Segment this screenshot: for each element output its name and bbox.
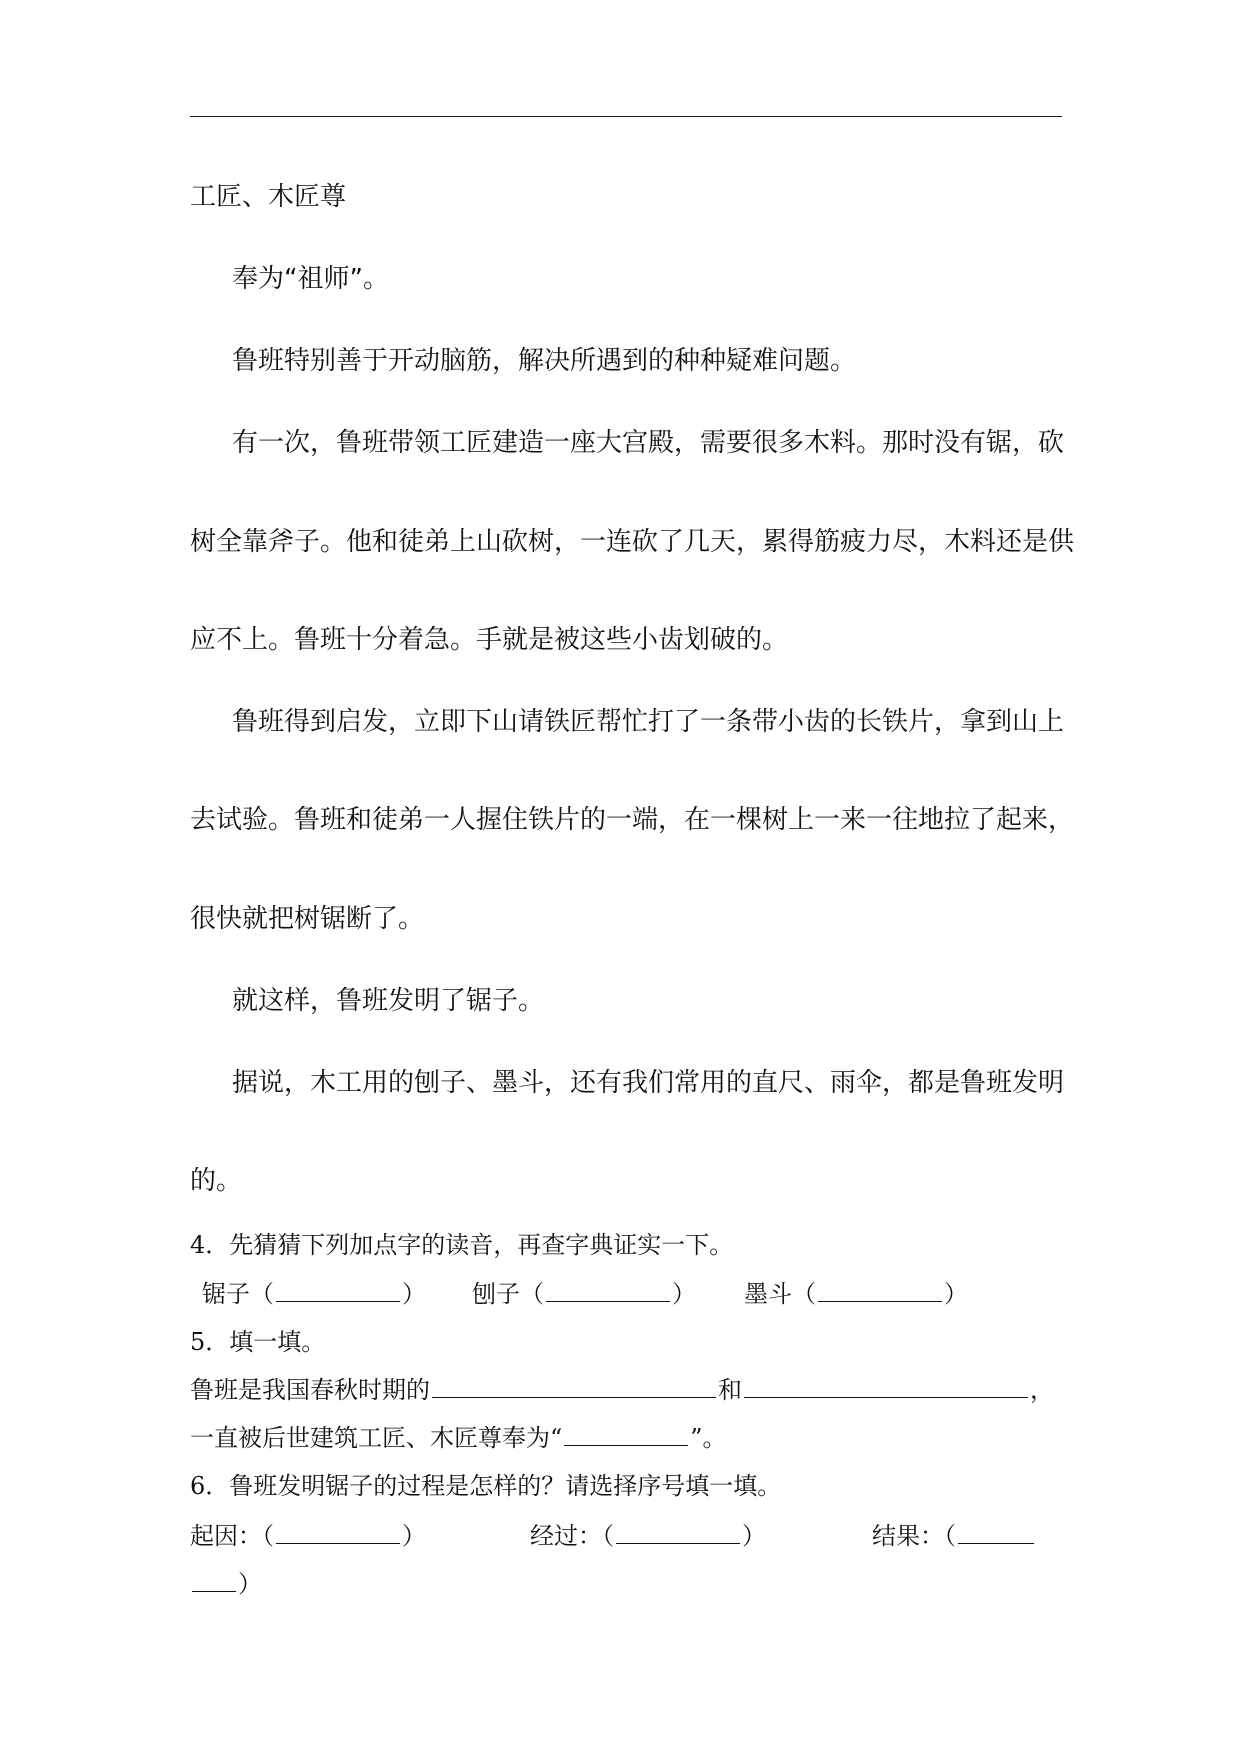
q4-word-2: 刨子 <box>472 1280 520 1308</box>
q6-close-3: ） <box>238 1570 262 1598</box>
q6-item-3 <box>872 1520 1036 1552</box>
passage-line-9: 很快就把树锯断了。 <box>190 904 425 934</box>
q6-label-3: 结果： <box>872 1522 944 1550</box>
q4-blank-1[interactable] <box>276 1279 400 1302</box>
passage-line-11: 据说，木工用的刨子、墨斗，还有我们常用的直尺、雨伞，都是鲁班发明 <box>232 1068 1065 1098</box>
q5-blank-1[interactable] <box>432 1375 716 1398</box>
q6-item-2 <box>530 1520 766 1552</box>
q4-item-2 <box>472 1278 696 1310</box>
q4-close-2: ） <box>672 1280 696 1308</box>
q6-blank-2[interactable] <box>616 1521 740 1544</box>
q6-blank-3-cont[interactable] <box>192 1569 236 1592</box>
question-6-title: 6．鲁班发明锯子的过程是怎样的？请选择序号填一填。 <box>190 1472 782 1500</box>
q4-blank-2[interactable] <box>546 1279 670 1302</box>
q4-close-3: ） <box>944 1280 968 1308</box>
question-5-title: 5．填一填。 <box>190 1328 326 1356</box>
header-rule <box>190 116 1062 117</box>
q5-blank-3[interactable] <box>564 1423 688 1446</box>
q4-open-2: （ <box>520 1280 544 1308</box>
passage-line-2: 奉为“祖师”。 <box>232 264 389 294</box>
passage-line-3: 鲁班特别善于开动脑筋，解决所遇到的种种疑难问题。 <box>232 346 857 376</box>
passage-line-8: 去试验。鲁班和徒弟一人握住铁片的一端，在一棵树上一来一往地拉了起来， <box>190 805 1075 835</box>
q6-close-2: ） <box>742 1522 766 1550</box>
q5-blank-2[interactable] <box>744 1375 1028 1398</box>
q6-close-1: ） <box>402 1522 426 1550</box>
passage-line-5: 树全靠斧子。他和徒弟上山砍树，一连砍了几天，累得筋疲力尽，木料还是供 <box>190 527 1075 557</box>
q4-open-3: （ <box>792 1280 816 1308</box>
question-4-title: 4．先猜猜下列加点字的读音，再查字典证实一下。 <box>190 1231 734 1259</box>
q6-item-3-wrap <box>190 1568 262 1600</box>
q4-item-1 <box>202 1278 426 1310</box>
passage-line-4: 有一次，鲁班带领工匠建造一座大宫殿，需要很多木料。那时没有锯，砍 <box>232 428 1065 458</box>
q6-open-3: （ <box>944 1522 956 1550</box>
passage-line-6: 应不上。鲁班十分着急。手就是被这些小齿划破的。 <box>190 625 789 655</box>
passage-line-1: 工匠、木匠尊 <box>190 182 347 212</box>
q5-line2-end: ”。 <box>690 1424 727 1452</box>
q4-open-1: （ <box>250 1280 274 1308</box>
passage-line-7: 鲁班得到启发，立即下山请铁匠帮忙打了一条带小齿的长铁片，拿到山上 <box>232 707 1065 737</box>
q4-word-1: 锯子 <box>202 1280 250 1308</box>
q6-item-1 <box>190 1520 426 1552</box>
q5-line-1 <box>190 1374 1054 1406</box>
q4-blank-3[interactable] <box>818 1279 942 1302</box>
q5-line1-and: 和 <box>718 1376 742 1404</box>
q4-word-3: 墨斗 <box>744 1280 792 1308</box>
passage-line-10: 就这样，鲁班发明了锯子。 <box>232 986 545 1016</box>
q6-open-2: （ <box>602 1522 614 1550</box>
q6-blank-3[interactable] <box>958 1521 1034 1544</box>
passage-line-12: 的。 <box>190 1166 243 1196</box>
q6-open-1: （ <box>262 1522 274 1550</box>
q6-blank-1[interactable] <box>276 1521 400 1544</box>
q5-line1-prefix: 鲁班是我国春秋时期的 <box>190 1376 430 1404</box>
q4-close-1: ） <box>402 1280 426 1308</box>
q5-line-2 <box>190 1422 727 1454</box>
q6-label-1: 起因： <box>190 1522 262 1550</box>
q4-item-3 <box>744 1278 968 1310</box>
q5-line2-prefix: 一直被后世建筑工匠、木匠尊奉为“ <box>190 1424 563 1452</box>
q6-label-2: 经过： <box>530 1522 602 1550</box>
q5-line1-end: ， <box>1030 1376 1054 1404</box>
